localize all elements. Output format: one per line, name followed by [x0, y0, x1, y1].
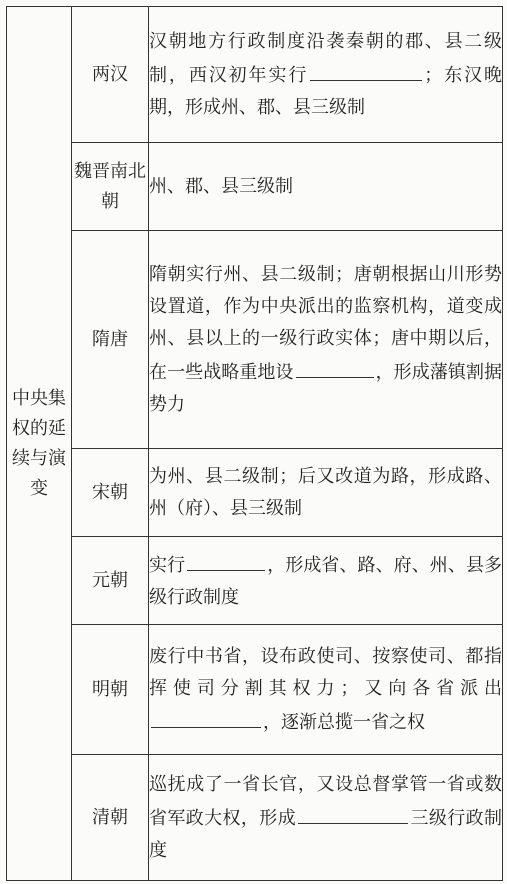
table-row — [7, 625, 503, 755]
fill-in-blank[interactable] — [151, 705, 261, 728]
period-cell: 清朝 — [72, 755, 149, 881]
fill-in-blank[interactable] — [310, 58, 422, 81]
content-cell — [149, 231, 503, 449]
content-text: 隋朝实行州、县二级制；唐朝根据山川形势设置道，作为中央派出的监察机构，道变成州、县以上的一级行政实体；唐中期以后，在一些战略重地设 — [149, 263, 502, 383]
content-text: 实行 — [149, 554, 186, 576]
content-cell — [149, 755, 503, 881]
table-row — [7, 231, 503, 449]
period-cell: 宋朝 — [72, 449, 149, 537]
fill-in-blank[interactable] — [298, 801, 408, 824]
content-cell — [149, 7, 503, 143]
period-cell: 魏晋南北朝 — [72, 143, 149, 231]
fill-in-blank[interactable] — [187, 548, 265, 571]
content-text: ，逐渐总揽一省之权 — [263, 711, 425, 733]
table-row — [7, 449, 503, 537]
content-text: 废行中书省，设布政使司、按察使司、都指挥使司分割其权力；又向各省派出 — [149, 645, 502, 699]
table-row — [7, 7, 503, 143]
period-cell: 元朝 — [72, 537, 149, 625]
content-text: 州、郡、县三级制 — [149, 175, 293, 197]
content-text: 汉朝地方行政制度沿袭秦朝的郡、县二级制，西汉初年实行 — [149, 30, 502, 86]
topic-cell: 中央集权的延续与演变 — [7, 7, 72, 881]
content-text: 为州、县二级制；后又改道为路，形成路、州（府）、县三级制 — [149, 465, 502, 519]
period-cell: 明朝 — [72, 625, 149, 755]
period-cell: 两汉 — [72, 7, 149, 143]
content-text: ，形成省、路、府、州、县多级行政制度 — [149, 554, 503, 608]
content-text: ；东汉晚期，形成州、郡、县三级制 — [149, 64, 503, 118]
content-cell — [149, 625, 503, 755]
fill-in-blank[interactable] — [296, 355, 374, 378]
content-cell — [149, 143, 503, 231]
content-text: 三级行政制度 — [149, 807, 503, 861]
period-cell: 隋唐 — [72, 231, 149, 449]
content-cell — [149, 449, 503, 537]
local-administration-table — [6, 6, 503, 881]
content-text: ，形成藩镇割据势力 — [149, 361, 503, 415]
table-row — [7, 755, 503, 881]
table-row — [7, 537, 503, 625]
content-text: 巡抚成了一省长官，又设总督掌管一省或数省军政大权，形成 — [149, 773, 502, 829]
table-row — [7, 143, 503, 231]
content-cell — [149, 537, 503, 625]
